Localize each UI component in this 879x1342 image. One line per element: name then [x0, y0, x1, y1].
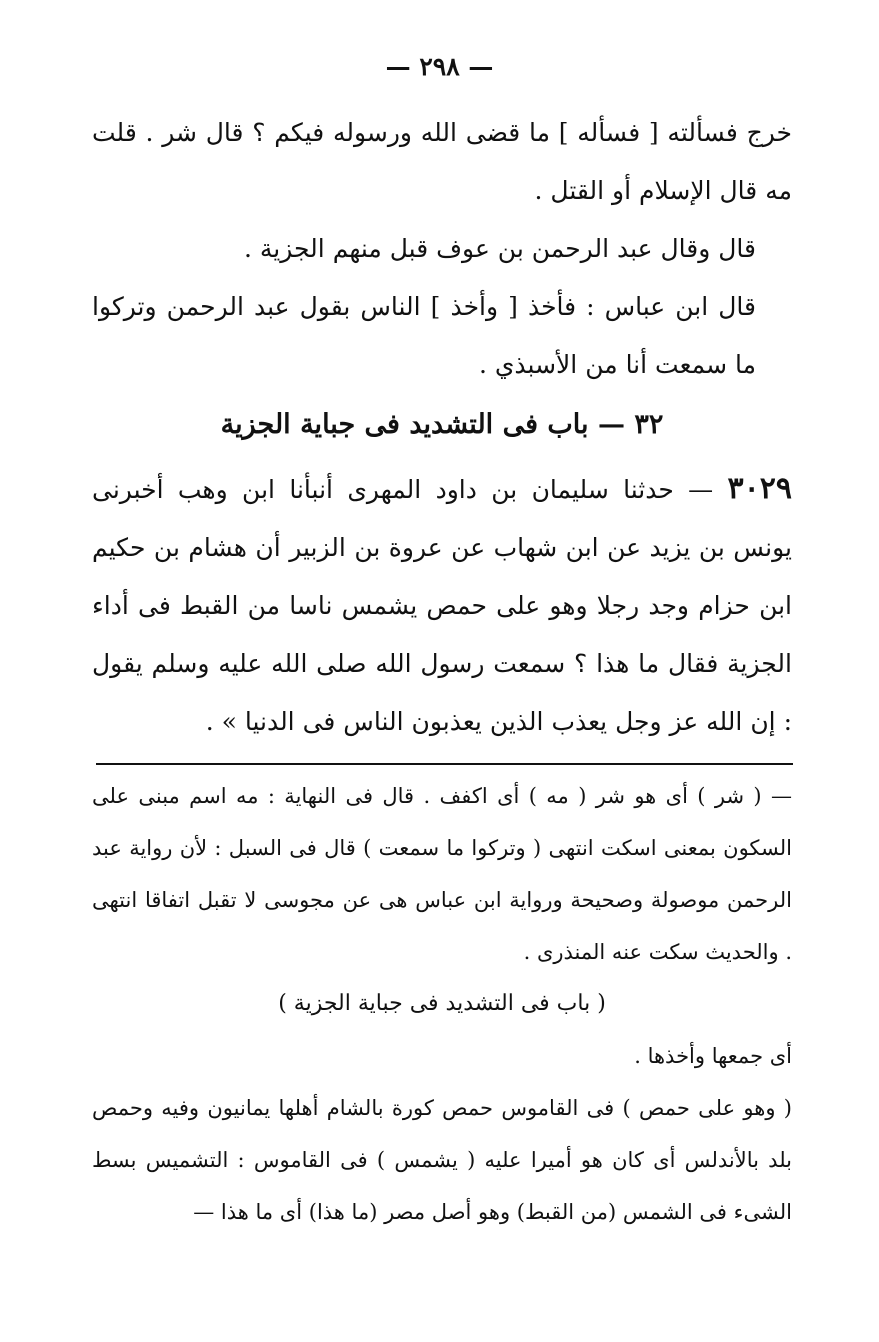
- hadith-number: ٣٠٢٩: [727, 471, 792, 506]
- note-paragraph: أى جمعها وأخذها .: [634, 1044, 792, 1068]
- commentary: [92, 770, 792, 1238]
- paragraph: قال وقال عبد الرحمن بن عوف قبل منهم الجزية .: [244, 234, 756, 263]
- paragraph: قال ابن عباس : فأخذ [ وأخذ ] الناس بقول عبد الرحمن وتركوا ما سمعت أنا من الأسبذي .: [92, 292, 756, 379]
- hadith-text: — حدثنا سليمان بن داود المهرى أنبأنا ابن وهب أخبرنى يونس بن يزيد عن ابن شهاب عن عروة بن الزبير أن هشام بن حكيم ابن حزام وجد رجلا وهو على حمص يشمس ناسا من القبط فى أداء الجزية فقال ما هذا ؟ سمعت رسول الله صلى الله عليه وسلم يقول : إن الله عز وجل يعذب الذين يعذبون الناس فى الدنيا » .: [92, 475, 792, 736]
- hadith-paragraph: [92, 460, 792, 751]
- note-chapter-heading: ( باب فى التشديد فى جباية الجزية ): [278, 991, 606, 1016]
- note-paragraph: — ( شر ) أى هو شر ( مه ) أى اكفف . قال فى النهاية : مه اسم مبنى على السكون بمعنى اسكت انتهى ( وتركوا ما سمعت ) قال فى السبل : لأن رواية عبد الرحمن موصولة وصحيحة ورواية ابن عباس هى عن مجوسى لا تقبل اتفاقا انتهى . والحديث سكت عنه المنذرى .: [92, 784, 792, 964]
- main-text: [92, 104, 792, 751]
- paragraph: خرج فسألته [ فسأله ] ما قضى الله ورسوله فيكم ؟ قال شر . قلت مه قال الإسلام أو القتل .: [92, 118, 792, 205]
- note-paragraph: ( وهو على حمص ) فى القاموس حمص كورة بالشام أهلها يمانيون وفيه وحمص بلد بالأندلس أى كان هو أميرا عليه ( يشمس ) فى القاموس : التشميس بسط الشىء فى الشمس (من القبط) وهو أصل مصر (ما هذا) أى ما هذا —: [92, 1096, 792, 1224]
- chapter-heading: ٣٢ — باب فى التشديد فى جباية الجزية: [220, 409, 664, 440]
- footnote-divider: [96, 763, 793, 765]
- page-number: — ٢٩٨ —: [385, 52, 494, 81]
